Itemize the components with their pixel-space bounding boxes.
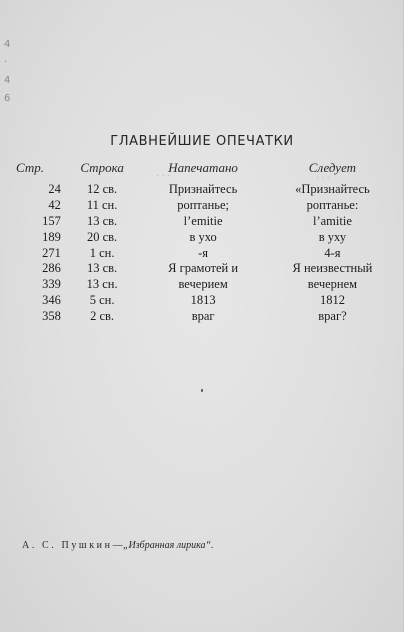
cell-line: 13 св. — [86, 213, 118, 228]
cell-page: 24 — [48, 182, 61, 197]
cell-page: 339 — [42, 277, 61, 292]
margin-mark: 4 — [4, 39, 11, 50]
table-row — [14, 293, 394, 309]
cell-printed: Я грамотей и — [168, 261, 239, 276]
cell-printed: -я — [198, 245, 209, 260]
cell-page: 157 — [42, 213, 61, 228]
footer-separator: — — [112, 540, 123, 551]
cell-printed: роптанье; — [177, 198, 229, 213]
cell-correct: враг? — [318, 308, 347, 323]
cell-page: 189 — [42, 229, 61, 244]
cell-line: 1 сн. — [89, 245, 115, 260]
table-row — [14, 308, 394, 324]
cell-printed: враг — [191, 308, 215, 323]
cell-line: 5 сн. — [89, 292, 115, 307]
cell-page: 42 — [48, 198, 61, 213]
cell-correct: «Признайтесь — [295, 182, 370, 197]
margin-mark: 4 — [4, 75, 11, 86]
bleed-through-mark: · · · — [316, 172, 330, 184]
paper-speck — [201, 389, 203, 392]
cell-line: 13 сн. — [86, 277, 118, 292]
cell-printed: Признайтесь — [168, 182, 238, 197]
cell-correct: l’amitie — [313, 213, 352, 228]
margin-mark: 6 — [4, 93, 11, 104]
column-header-correct: Следует — [308, 160, 357, 175]
table-row — [14, 182, 394, 198]
cell-line: 11 сн. — [86, 198, 118, 213]
table-row — [14, 261, 394, 277]
cell-printed: 1813 — [190, 292, 216, 307]
table-header-row — [14, 160, 394, 182]
cell-printed: в ухо — [189, 229, 217, 244]
table-row — [14, 214, 394, 230]
table-row — [14, 245, 394, 261]
table-row — [14, 229, 394, 245]
cell-line: 12 св. — [86, 182, 118, 197]
cell-correct: 4-я — [324, 245, 341, 260]
margin-marks — [4, 36, 18, 126]
table-row — [14, 277, 394, 293]
table-row — [14, 198, 394, 214]
cell-line: 20 св. — [86, 229, 118, 244]
cell-page: 346 — [42, 292, 61, 307]
cell-page: 286 — [42, 261, 61, 276]
footer-book-title: „Избранная лирика“. — [122, 540, 214, 551]
page-title: ГЛАВНЕЙШИЕ ОПЕЧАТКИ — [110, 134, 294, 149]
cell-line: 2 св. — [90, 308, 115, 323]
errata-table — [14, 160, 394, 324]
cell-correct: 1812 — [319, 292, 345, 307]
cell-correct: вечернем — [307, 277, 358, 292]
footer-author: А. С. Пушкин — [22, 540, 113, 551]
cell-page: 358 — [42, 308, 61, 323]
cell-correct: Я неизвестный — [292, 261, 373, 276]
cell-page: 271 — [42, 245, 61, 260]
footer-imprint — [22, 540, 214, 551]
cell-printed: l’emitie — [183, 213, 223, 228]
column-header-page: Стр. — [16, 160, 44, 175]
bleed-through-mark: · · · — [156, 170, 170, 182]
margin-mark: · — [4, 57, 8, 68]
column-header-line: Строка — [80, 160, 124, 175]
cell-correct: роптанье: — [306, 198, 359, 213]
cell-correct: в уху — [318, 229, 347, 244]
column-header-printed: Напечатано — [168, 160, 238, 175]
cell-line: 13 св. — [86, 261, 118, 276]
cell-printed: вечерием — [178, 277, 228, 292]
